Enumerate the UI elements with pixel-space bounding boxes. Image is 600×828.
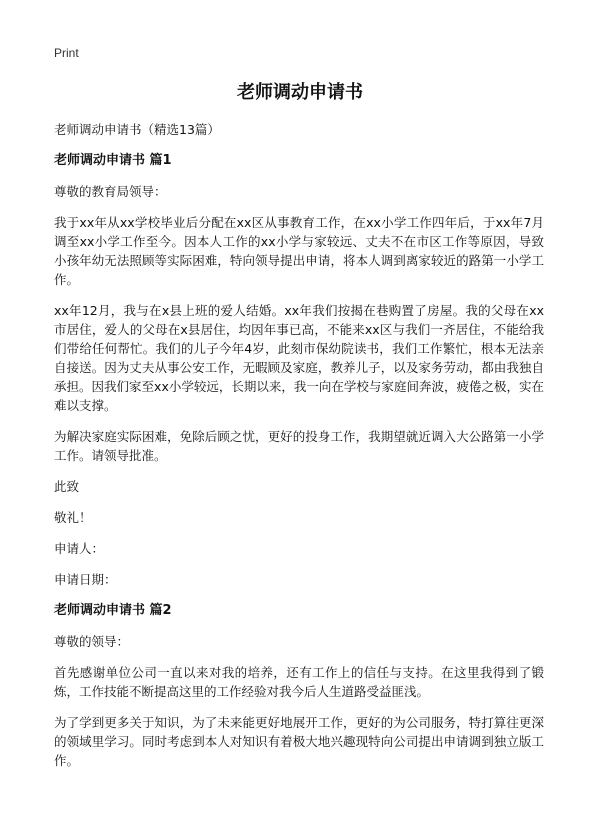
salutation: 尊敬的领导：	[54, 634, 130, 649]
document-body	[54, 120, 544, 782]
paragraph: 为解决家庭实际困难，免除后顾之忧，更好的投身工作，我期望就近调入大公路第一小学工作。请领导批准。	[54, 429, 544, 463]
closing-line: 此致	[54, 479, 80, 494]
section-heading: 老师调动申请书 篇1	[54, 153, 172, 168]
print-link[interactable]: Print	[54, 46, 79, 60]
salutation: 尊敬的教育局领导：	[54, 184, 167, 199]
applicant-line: 申请人：	[54, 541, 105, 556]
section-heading: 老师调动申请书 篇2	[54, 603, 172, 618]
page-title: 老师调动申请书	[237, 82, 363, 103]
document-subtitle: 老师调动申请书（精选13篇）	[54, 122, 220, 137]
section-2	[54, 601, 544, 770]
paragraph: xx年12月，我与在x县上班的爱人结婚。xx年我们按揭在巷购置了房屋。我的父母在xx市居住，爱人的父母在x县居住，均因年事已高，不能来xx区与我们一齐居住，不能给我们带给任何帮忙。我们的儿子今年4岁，此刻市保幼院读书，我们工作繁忙，根本无法亲自接送。因为丈夫从事公安工作，无暇顾及家庭，教养儿子，以及家务劳动，都由我独自承担。因我们家至xx小学较远，长期以来，我一向在学校与家庭间奔波，疲倦之极，实在难以支撑。	[54, 303, 544, 413]
paragraph: 首先感谢单位公司一直以来对我的培养，还有工作上的信任与支持。在这里我得到了锻炼，工作技能不断提高这里的工作经验对我今后人生道路受益匪浅。	[54, 665, 544, 699]
paragraph: 我于xx年从xx学校毕业后分配在xx区从事教育工作，在xx小学工作四年后，于xx年7月调至xx小学工作至今。因本人工作的xx小学与家较远、丈夫不在市区工作等原因，导致小孩年幼无法照顾等实际困难，特向领导提出申请，将本人调到离家较近的路第一小学工作。	[54, 215, 544, 287]
date-line: 申请日期：	[54, 572, 117, 587]
section-1	[54, 151, 544, 589]
closing-line: 敬礼！	[54, 510, 92, 525]
paragraph: 为了学到更多关于知识，为了未来能更好地展开工作，更好的为公司服务，特打算往更深的领域里学习。同时考虑到本人对知识有着极大地兴趣现特向公司提出申请调到独立版工作。	[54, 715, 544, 768]
